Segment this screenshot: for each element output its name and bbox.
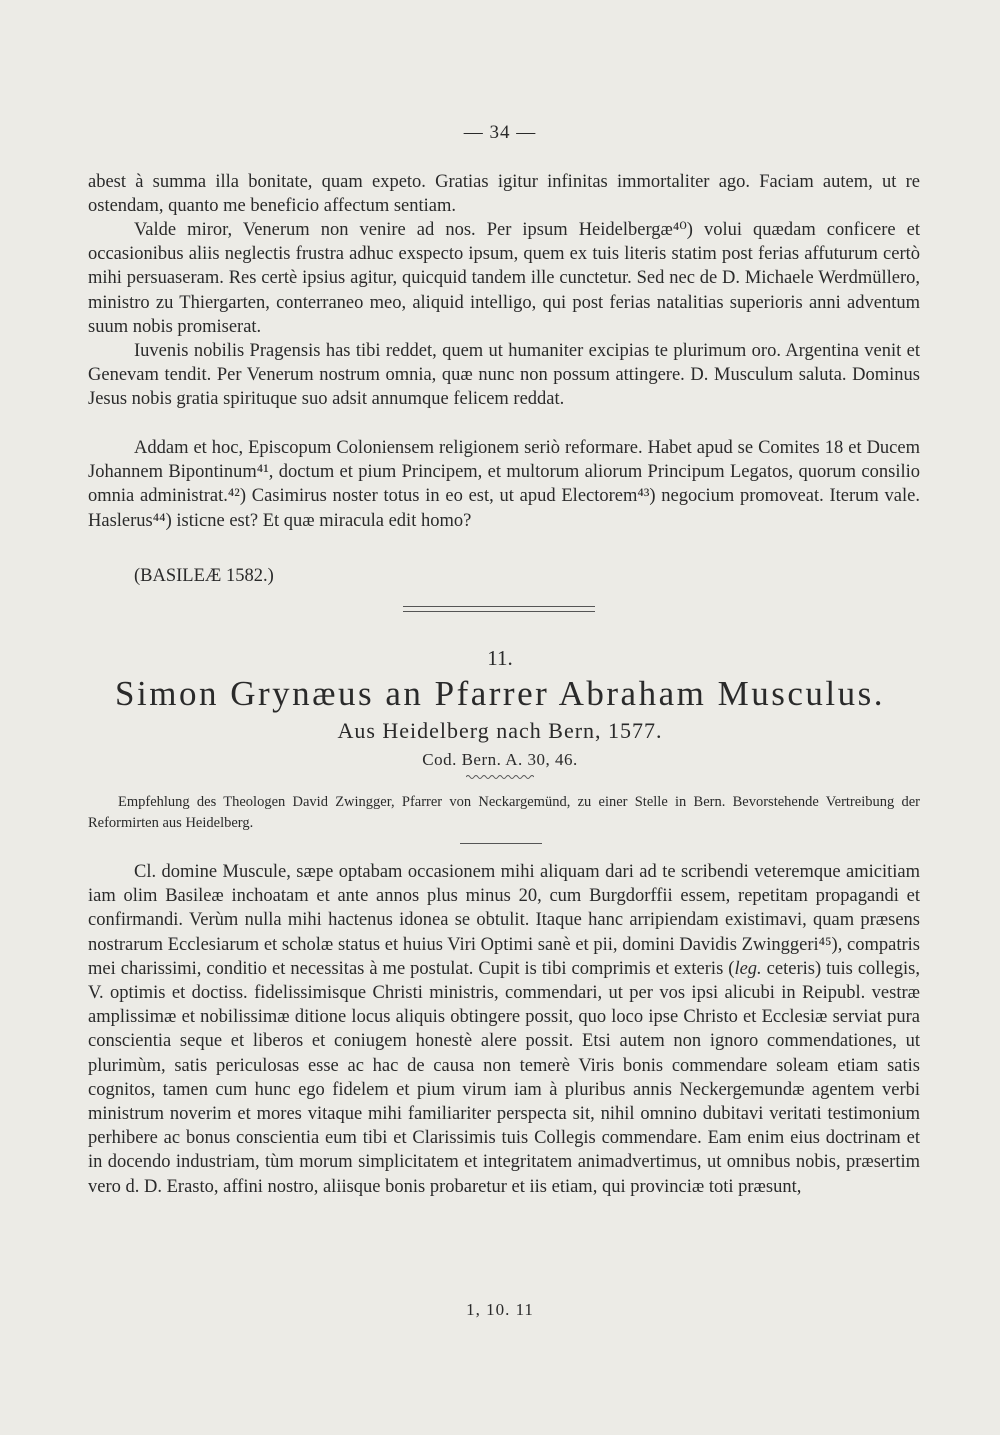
paragraph-valde-miror: Valde miror, Venerum non venire ad nos. Per ipsum Heidelbergæ⁴⁰) volui quædam conficere et occasionibus aliis neglectis frustra adhuc exspecto ipsum, quem ex tuis literis statim post ferias affuturum certò mihi persuaseram. Res certè ipsius agitur, quicquid tandem ille cunctetur. Sed nec de D. Michaele Werdmüllero, ministro zu Thiergarten, conterraneo meo, aliquid intelligo, qui post ferias natalitias superioris anni adventum suum nobis promiserat. <box>88 220 920 337</box>
letter-body-part-2: ceteris) tuis collegis, V. optimis et doctiss. fidelissimisque Christi ministris, commendari, ut per vos ipsi alicubi in Reipubl. vestræ amplissimæ et nobilissimæ ditione locus aliquis obtingere possit, quo loco ipse Christo et Ecclesiæ serviat pura conscientia seque et liberos et coniugem honestè alere possit. Etsi autem non ignoro commendationes, ut plurimùm, satis periculosas esse ac hac de causa non temerè Viris bonis commendare soleam etiam satis cognitos, tamen cum hunc ego fidelem et pium virum iam à pluribus annis Neckergemundæ agentem verbi ministrum noverim et mores vitaque mihi familiariter perspecta sit, nihil omnino dubitavi veritati testimonium perhibere ac bonus conscientia eum tibi et Clarissimis tuis Collegis commendare. Eam enim eius doctrinam et in docendo industriam, tùm morum simplicitatem et integritatem animadvertimus, ut omnibus nobis, præsertim vero d. D. Erasto, affini nostro, aliisque bonis probaretur et iis etiam, qui provinciæ toti præsunt, <box>88 958 920 1197</box>
letter-title: Simon Grynæus an Pfarrer Abraham Musculus. <box>115 674 885 713</box>
letter-body <box>88 860 920 1199</box>
section-divider <box>403 606 595 612</box>
printer-signature: 1, 10. 11 <box>466 1300 534 1319</box>
codex-reference: Cod. Bern. A. 30, 46. <box>422 750 578 769</box>
letter-subtitle: Aus Heidelberg nach Bern, 1577. <box>337 718 663 743</box>
ornament-wavy-line <box>466 774 534 780</box>
letter-body-leg: leg. <box>734 958 762 979</box>
letter-summary: Empfehlung des Theologen David Zwingger, Pfarrer von Neckargemünd, zu einer Stelle in Bern. Bevorstehende Vertreibung der Reformirten aus Heidelberg. <box>88 794 920 831</box>
paragraph-iuvenis: Iuvenis nobilis Pragensis has tibi reddet, quem ut humaniter excipias te plurimum oro. Argentina venit et Genevam tendit. Per Venerum nostrum omnia, quæ nunc non possum attingere. D. Musculum saluta. Dominus Jesus nobis gratia spirituque suo adsit annumque felicem reddat. <box>88 341 920 410</box>
letter-body-part-1: Cl. domine Muscule, sæpe optabam occasionem mihi aliquam dari ad te scribendi veteremque amicitiam iam olim Basileæ inchoatam et ante annos plus minus 20, cum Burgdorffii essem, repetitam propagandi et confirmandi. Verùm nulla mihi hactenus idonea se obtulit. Itaque hanc arripiendam existimavi, quam præsens nostrarum Ecclesiarum et scholæ status et huius Viri Optimi sanè et pii, domini Davidis Zwinggeri⁴⁵), compatris mei charissimi, conditio et necessitas à me postulat. Cupit is tibi comprimis et exteris ( <box>88 862 920 979</box>
paragraph-abest: abest à summa illa bonitate, quam expeto. Gratias igitur infinitas immortaliter ago. Faciam autem, ut re ostendam, quanto me beneficio affectum sentiam. <box>88 172 920 217</box>
summary-divider <box>460 843 542 844</box>
paragraph-addam: Addam et hoc, Episcopum Coloniensem religionem seriò reformare. Habet apud se Comites 18 et Ducem Johannem Bipontinum⁴¹, doctum et pium Principem, et multorum aliorum Principum Legatos, quorum consilio omnia administrat.⁴²) Casimirus noster totus in eo est, ut apud Electorem⁴³) negocium promoveat. Iterum vale. Haslerus⁴⁴) isticne est? Et quæ miracula edit homo? <box>88 438 920 531</box>
page-number: — 34 — <box>463 122 537 143</box>
letter-number: 11. <box>487 646 513 670</box>
letter-dateline: (BASILEÆ 1582.) <box>134 566 274 586</box>
